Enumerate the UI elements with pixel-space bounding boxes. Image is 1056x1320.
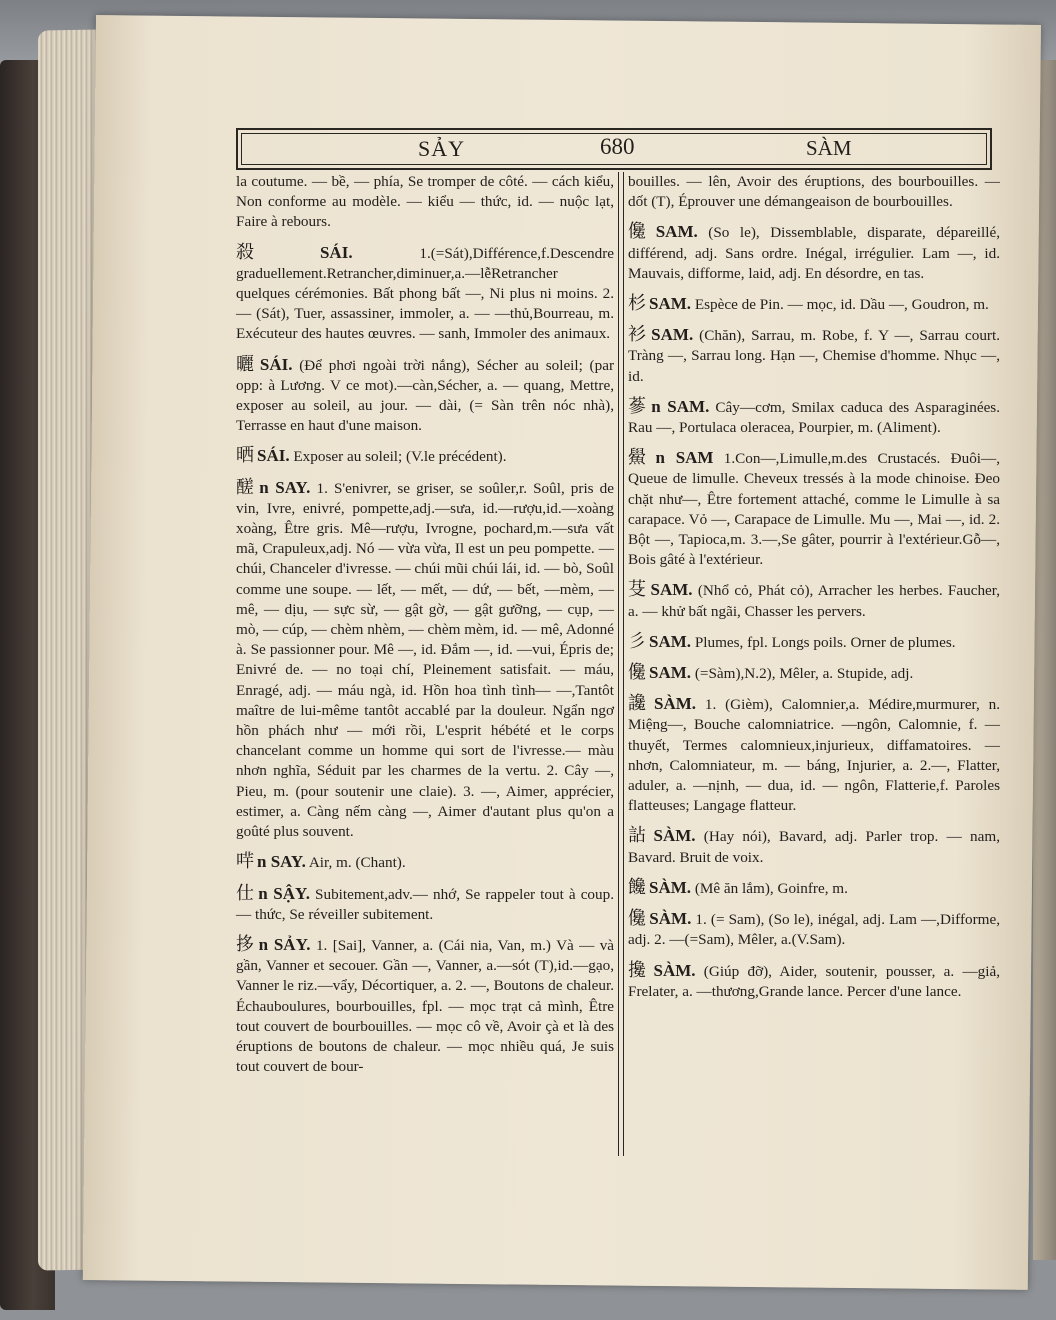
dictionary-entry (628, 325, 1000, 387)
headword: n SAY. (257, 852, 306, 872)
dictionary-entry (628, 909, 1000, 950)
dictionary-entry (628, 397, 1000, 438)
chinese-character: 殺 (236, 241, 317, 263)
headword: n SAM (655, 448, 714, 468)
chinese-character: 拸 (236, 933, 256, 955)
entry-text: (Chăn), Sarrau, m. Robe, f. Y —, Sarrau court. Tràng —, Sarrau long. Hạn —, Chemise d'homme. Nhục —, id. (628, 327, 1001, 385)
dictionary-entry (236, 478, 614, 843)
chinese-character: 醝 (236, 476, 257, 498)
headword: SAM. (655, 222, 698, 242)
dictionary-entry (236, 935, 614, 1077)
chinese-character: 攙 (628, 959, 651, 981)
dictionary-entry (628, 663, 1000, 684)
chinese-character: 儳 (628, 908, 647, 930)
chinese-character: 杉 (628, 293, 646, 315)
running-header (236, 128, 992, 170)
chinese-character: 仕 (236, 882, 256, 904)
headword: SAM. (649, 631, 692, 651)
headword: SÀM. (653, 826, 696, 846)
headword: SAM. (651, 325, 694, 345)
entry-text: Espèce de Pin. — mọc, id. Dầu —, Goudron, m. (694, 296, 989, 314)
dictionary-entry (628, 222, 1000, 284)
headword: SÀM. (649, 909, 692, 929)
chinese-character: 曬 (236, 353, 257, 375)
entry-text: 1. [Sai], Vanner, a. (Cái nia, Van, m.) Và — và gần, Vanner et secouer. Gần —, Vanner, a.—sót (T),id.—gạo, Vanner le riz.—vẩy, Décortiquer, a. 2. —, Boutons de chaleur. Échauboulures, bourbouilles, fpl. — mọc trạt cả mình, Être tout couvert de bourbouilles. — mọc cô về, Avoir çà et là des éruptions de boutons de chaleur. — mọc nhiều quá, Je suis tout couvert de bour- (236, 936, 615, 1076)
entry-text: (Nhổ cỏ, Phát cỏ), Arracher les herbes. Faucher, a. — khử bất ngãi, Chasser les pervers. (628, 582, 1001, 620)
dictionary-entry (628, 961, 1000, 1002)
chinese-character: 詀 (628, 825, 651, 847)
dictionary-entry (628, 878, 1000, 899)
left-column (236, 172, 614, 1087)
entry-text: (=Sàm),N.2), Mêler, a. Stupide, adj. (694, 665, 914, 683)
dictionary-entry (628, 448, 1000, 570)
entry-text: Subitement,adv.— nhớ, Se rappeler tout à coup. — thức, Se réveiller subitement. (236, 885, 615, 923)
right-column (628, 172, 1000, 1012)
header-left-word: SẢY (418, 136, 466, 161)
dictionary-entry (236, 243, 614, 345)
chinese-character: 讒 (628, 693, 652, 715)
chinese-character: 饞 (628, 876, 646, 898)
entry-text: Plumes, fpl. Longs poils. Orner de plumes. (694, 633, 956, 651)
entry-text: 1. S'enivrer, se griser, se soûler,r. Soûl, pris de vin, Ivre, enivré, pompette,adj.—sưa, id.—rượu,id.—xoàng xoàng, Être gris. Mê—rượu, Ivrogne, pochard,m.—sưa vất mã, Crapuleux,adj. Nó — vừa vừa, Il est un peu pompette. — chúi, Chanceler d'ivresse. — chúi mũi chúi lái, id. — bò, Soûl comme une soupe. — lết, — mết, — dứ, — bết, —mèm, —mê, — dịu, — sực sừ, — gật gờ, — gật gưỡng, — cụp, — mò, — cúp, — chèm nhèm, — chèm mèm, id. — mê, Adonné à. Se passionner pour. Mê —, id. Đắm —, id. —vui, Épris de; Enivré de. — no toại chí, Pleinement satisfait. — máu, Enragé, adj. — máu ngà, id. Hồn hoa tình tình— —,Tantôt maître de lui-même tantôt accablé par la douleur. Ngẩn ngơ hồn phách như — mới rồi, L'esprit hébété et le corps chancelant comme un homme qui sort de l'ivresse.— màu nhơn nghĩa, Séduit par les charmes de la vertu. 2. Cây —, Pieu, m. (pour soutenir une claie). 3. —, Aimer, apprécier, estimer, a. Càng nếm càng —, Aimer d'autant plus qu'on a goûté plus souvent. (236, 479, 614, 841)
headword: SAM. (649, 663, 692, 683)
header-right-word: SÀM (806, 136, 852, 160)
entry-text: 1. (= Sam), (So le), inégal, adj. Lam —,Difforme, adj. 2. —(=Sam), Mêler, a.(V.Sam). (628, 911, 1001, 949)
chinese-character: 彡 (628, 630, 646, 652)
entry-text: Exposer au soleil; (V.le précédent). (293, 448, 507, 466)
headword: SÁI. (257, 446, 290, 466)
headword: n SAM. (651, 396, 710, 416)
dictionary-entry (628, 580, 1000, 621)
entry-text: 1.Con—,Limulle,m.des Crustacés. Đuôi—, Queue de limulle. Cheveux tressés à la mode chinoise. Đeo chặt như—, Être fortement attaché, comme le Limulle à sa carapace. Vỏ —, Carapace de Limulle. Mu —, Mai —, id. 2. Bột —, Tapioca,m. 3.—,Se gâter, pourrir à l'extérieur.Gỗ—, Bois gâté à l'extérieur. (628, 450, 1000, 569)
dictionary-entry (236, 172, 614, 233)
entry-text: 1.(=Sát),Différence,f.Descendre graduellement.Retrancher,diminuer,a.—lễRetrancher quelques cérémonies. Bất phong bất —, Ni plus ni moins. 2. — (Sát), Tuer, assassiner, immoler, a. — —thủ,Bourreau, m. Exécuteur des hautes œuvres. — sanh, Immoler des animaux. (236, 244, 615, 343)
chinese-character: 鱟 (628, 447, 653, 469)
dictionary-entry (236, 355, 614, 437)
dictionary-entry (628, 172, 1000, 212)
chinese-character: 儳 (628, 662, 646, 684)
chinese-character: 儳 (628, 221, 653, 243)
dictionary-entry (236, 852, 614, 873)
headword: SAM. (649, 294, 692, 314)
entry-text: bouilles. — lên, Avoir des éruptions, des bourbouilles. — dốt (T), Éprouver une démangeaison de bourbouilles. (628, 173, 1000, 211)
headword: SAM. (650, 580, 693, 600)
chinese-character: 晒 (236, 445, 254, 467)
entry-text: (Để phơi ngoài trời nắng), Sécher au soleil; (par opp: à Lương. V ce mot).—càn,Sécher, a. — quang, Mettre, exposer au soleil, au jour. — dài, (= Sàn trên nóc nhà), Terrasse en haut d'une maison. (236, 356, 615, 435)
chinese-character: 哶 (236, 851, 254, 873)
headword: SÀM. (653, 960, 696, 980)
chinese-character: 芟 (628, 579, 648, 601)
headword: n SAY. (259, 477, 311, 497)
headword: SÀM. (654, 694, 697, 714)
page-number: 680 (600, 134, 635, 159)
dictionary-entry (628, 632, 1000, 653)
entry-text: Cây—cơm, Smilax caduca des Asparaginées. Rau —, Portulaca oleracea, Pourpier, m. (Aliment). (628, 398, 1001, 437)
entry-text: Air, m. (Chant). (308, 854, 406, 872)
headword: SÁI. (259, 354, 293, 374)
headword: n SẬY. (258, 883, 310, 903)
dictionary-entry (628, 826, 1000, 867)
entry-text: (So le), Dissemblable, disparate, dépareillé, différend, adj. Sans ordre. Inégal, irrégulier. Lam —, id. Mauvais, difforme, laid, adj. En désordre, en tas. (628, 224, 1000, 282)
entry-text: (Giúp đỡ), Aider, soutenir, pousser, a. —giả, Frelater, a. —thương,Grande lance. Percer d'une lance. (628, 962, 1001, 1000)
entry-text: 1. (Gièm), Calomnier,a. Médire,murmurer, n. Miệng—, Bouche calomniatrice. —ngôn, Calomnie, f. — thuyết, Termes calomnieux,injurieux, diffamatoires. — nhơn, Calomniateur, m. — báng, Injurier, a. 2.—, Flatter, aduler, a. —nịnh, — dua, id. — ngôn, Flatterie,f. Paroles flatteuses; Langage flatteur. (628, 696, 1001, 815)
entry-text: (Mê ăn lắm), Goinfre, m. (694, 879, 848, 897)
chinese-character: 衫 (628, 324, 649, 346)
column-divider (618, 172, 624, 1156)
dictionary-entry (236, 884, 614, 925)
dictionary-entry (628, 294, 1000, 315)
dictionary-entry (236, 446, 614, 467)
chinese-character: 蔘 (628, 395, 649, 417)
entry-text: la coutume. — bề, — phía, Se tromper de côté. — cách kiểu, Non conforme au modèle. — kiểu — thức, id. — nuộc lạt, Faire à rebours. (236, 173, 614, 231)
headword: SÀM. (649, 877, 692, 897)
headword: n SẢY. (258, 934, 311, 954)
entry-text: (Hay nói), Bavard, adj. Parler trop. — nam, Bavard. Bruit de voix. (628, 828, 1001, 866)
dictionary-entry (628, 694, 1000, 816)
headword: SÁI. (319, 242, 353, 262)
